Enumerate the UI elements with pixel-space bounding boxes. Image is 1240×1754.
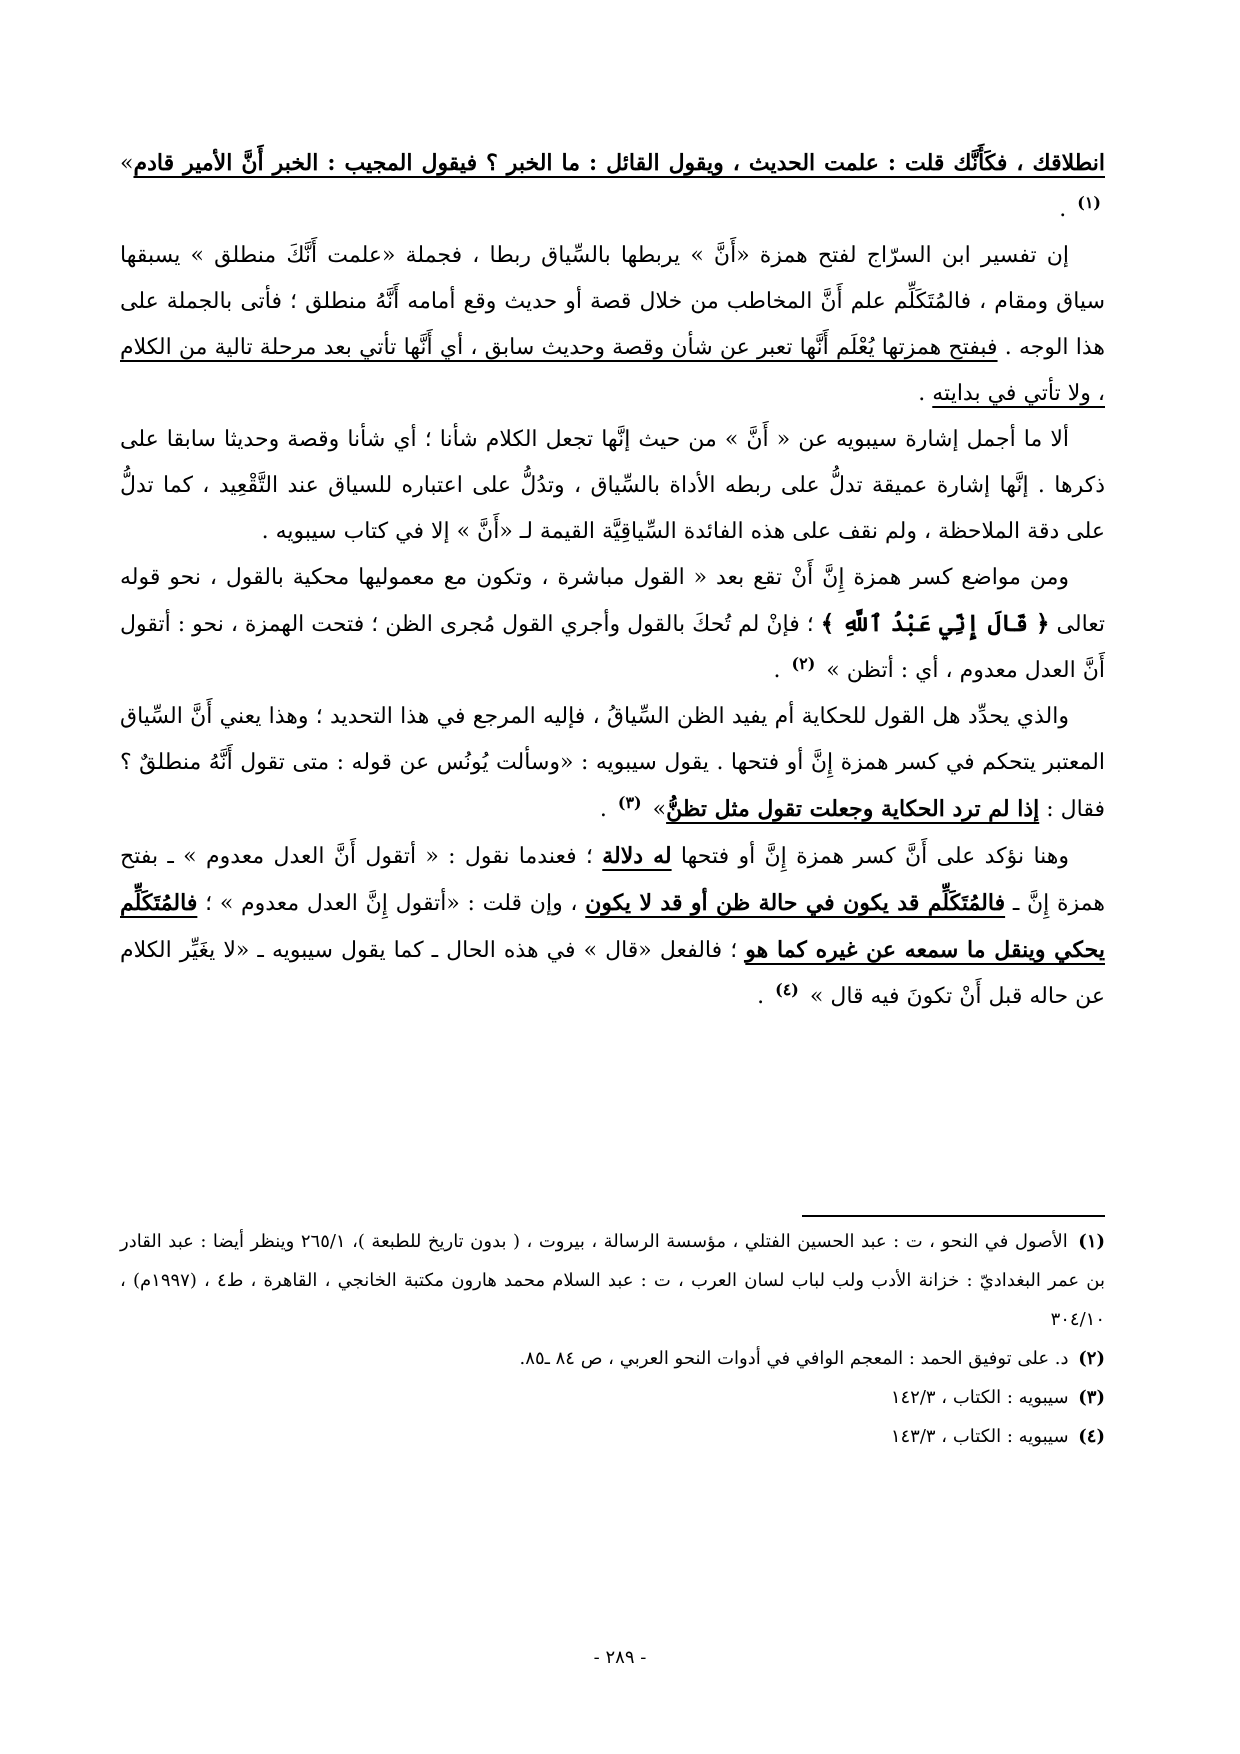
p6-bold-2: فالمُتَكَلِّم قد يكون في حالة ظن أو قد لا يكون — [585, 890, 1006, 916]
p6-text-a: وهنا نؤكد على أَنَّ كسر همزة إِنَّ أو فتحها — [680, 844, 1070, 869]
paragraph-1 — [120, 140, 1105, 233]
p5-text: والذي يحدِّد هل القول للحكاية أم يفيد الظن السِّياقُ ، فإليه المرجع في هذا التحديد ؛ وهذا يعني أَنَّ السِّياق المعتبر يتحكم في كسر همزة إِنَّ أو فتحها . يقول سيبويه : «وسألت يُونُس عن قوله : متى تقول أَنَّهُ منطلقٌ ؟ فقال : — [120, 704, 1105, 822]
footnote-number: (٤) — [1078, 1426, 1105, 1447]
p6-text-d: ؛ فالفعل «قال » في هذه الحال ـ كما يقول سيبويه ـ «لا يغَيِّر الكلام عن حاله قبل أَنْ تكونَ فيه قال » — [120, 938, 1105, 1009]
p4-text-b: ؛ فإنْ لم تُحكَ بالقول وأجري القول مُجرى الظن ؛ فتحت الهمزة ، نحو : أتقول أَنَّ العدل معدوم ، أي : أتظن » — [120, 612, 1105, 683]
footnote-text: د. على توفيق الحمد : المعجم الوافي في أدوات النحو العربي ، ص ٨٤ ـ٨٥. — [519, 1348, 1069, 1369]
footnote-divider — [802, 1215, 1105, 1217]
footnote-1 — [120, 1222, 1105, 1339]
footnote-3 — [120, 1378, 1105, 1417]
footnote-text: سيبويه : الكتاب ، ١٤٣/٣ — [890, 1426, 1069, 1447]
p2-text: إن تفسير ابن السرّاج لفتح همزة «أَنَّ » يربطها بالسِّياق ربطا ، فجملة «علمت أَنَّكَ منطلق » يسبقها سياق ومقام ، فالمُتَكَلِّم علم أَنَّ المخاطب من خلال قصة أو حديث وقع أمامه أَنَّهُ منطلق ؛ فأتى بالجملة على هذا الوجه . — [120, 243, 1105, 360]
footnote-number: (٣) — [1078, 1387, 1105, 1408]
footnote-text: الأصول في النحو ، ت : عبد الحسين الفتلي ، مؤسسة الرسالة ، بيروت ، ( بدون تاريخ للطبعة )، ٢٦٥/١ وينظر أيضا : عبد القادر بن عمر البغداديّ : خزانة الأدب ولب لباب لسان العرب ، ت : عبد السلام محمد هارون مكتبة الخانجي ، القاهرة ، ط٤ ، (١٩٩٧م) ، ٣٠٤/١٠ — [120, 1231, 1105, 1330]
paragraph-2 — [120, 233, 1105, 417]
paragraph-4 — [120, 555, 1105, 694]
p6-bold-1: له دلالة — [602, 843, 672, 869]
paragraph-3 — [120, 417, 1105, 555]
paragraph-5 — [120, 694, 1105, 833]
footnote-text: سيبويه : الكتاب ، ١٤٢/٣ — [890, 1387, 1069, 1408]
footnote-number: (١) — [1078, 1231, 1106, 1252]
p6-end: . — [757, 984, 765, 1009]
footnote-number: (٢) — [1078, 1348, 1105, 1369]
p1-quoted-text: انطلاقك ، فكَأَنَّك قلت : علمت الحديث ، ويقول القائل : ما الخبر ؟ فيقول المجيب : الخبر أَنَّ الأمير قادم — [133, 150, 1105, 176]
p2-end: . — [918, 381, 926, 406]
p5-end: . — [599, 797, 607, 822]
footnote-ref-4[interactable]: (٤) — [775, 979, 799, 999]
p1-end-quote: » — [120, 151, 134, 176]
p6-bold-3: فالمُتَكَلِّم يحكي وينقل ما سمعه عن غيره كما هو — [120, 890, 1105, 963]
p6-text-b: ؛ فعندما نقول : « أتقول أَنَّ العدل معدوم » ـ بفتح همزة إِنَّ ـ — [120, 844, 1106, 916]
p5-close-quote: » — [652, 797, 667, 822]
footnotes — [120, 1222, 1105, 1456]
p1-end: . — [1059, 197, 1067, 222]
footnote-ref-1[interactable]: (١) — [1077, 192, 1101, 212]
page-body — [120, 140, 1105, 1020]
page-number: - ٢٨٩ - — [593, 1647, 647, 1668]
quran-verse: ﴿ قَالَ إِنِّي عَبْدُ ٱللَّهِ ﴾ — [820, 610, 1050, 637]
p5-bold-quote: إذا لم ترد الحكاية وجعلت تقول مثل تظنُّ — [666, 796, 1040, 822]
footnote-2 — [120, 1339, 1105, 1378]
p4-text-a: ومن مواضع كسر همزة إِنَّ أَنْ تقع بعد « القول مباشرة ، وتكون مع معموليها محكية بالقول ، نحو قوله تعالى — [120, 565, 1106, 637]
footnote-ref-3[interactable]: (٣) — [617, 792, 642, 812]
p6-text-c: ، وإن قلت : «أتقول إِنَّ العدل معدوم » ؛ — [205, 891, 578, 916]
footnote-ref-2[interactable]: (٢) — [791, 653, 816, 673]
p4-end: . — [773, 658, 781, 683]
paragraph-6 — [120, 833, 1105, 1020]
footnote-4 — [120, 1417, 1105, 1456]
p2-underlined: فبفتح همزتها يُعْلَم أَنَّها تعبر عن شأن وقصة وحديث سابق ، أي أَنَّها تأتي بعد مرحلة تالية من الكلام ، ولا تأتي في بدايته — [120, 335, 1105, 406]
p3-text: ألا ما أجمل إشارة سيبويه عن « أَنَّ » من حيث إنَّها تجعل الكلام شأنا ؛ أي شأنا وقصة وحديثا سابقا على ذكرها . إنَّها إشارة عميقة تدلُّ على ربطه الأداة بالسِّياق ، وتدُلُّ على اعتباره للسياق عند التَّقْعِيد ، كما تدلُّ على دقة الملاحظة ، ولم نقف على هذه الفائدة السِّياقِيَّة القيمة لـ «أَنَّ » إلا في كتاب سيبويه . — [120, 427, 1106, 544]
